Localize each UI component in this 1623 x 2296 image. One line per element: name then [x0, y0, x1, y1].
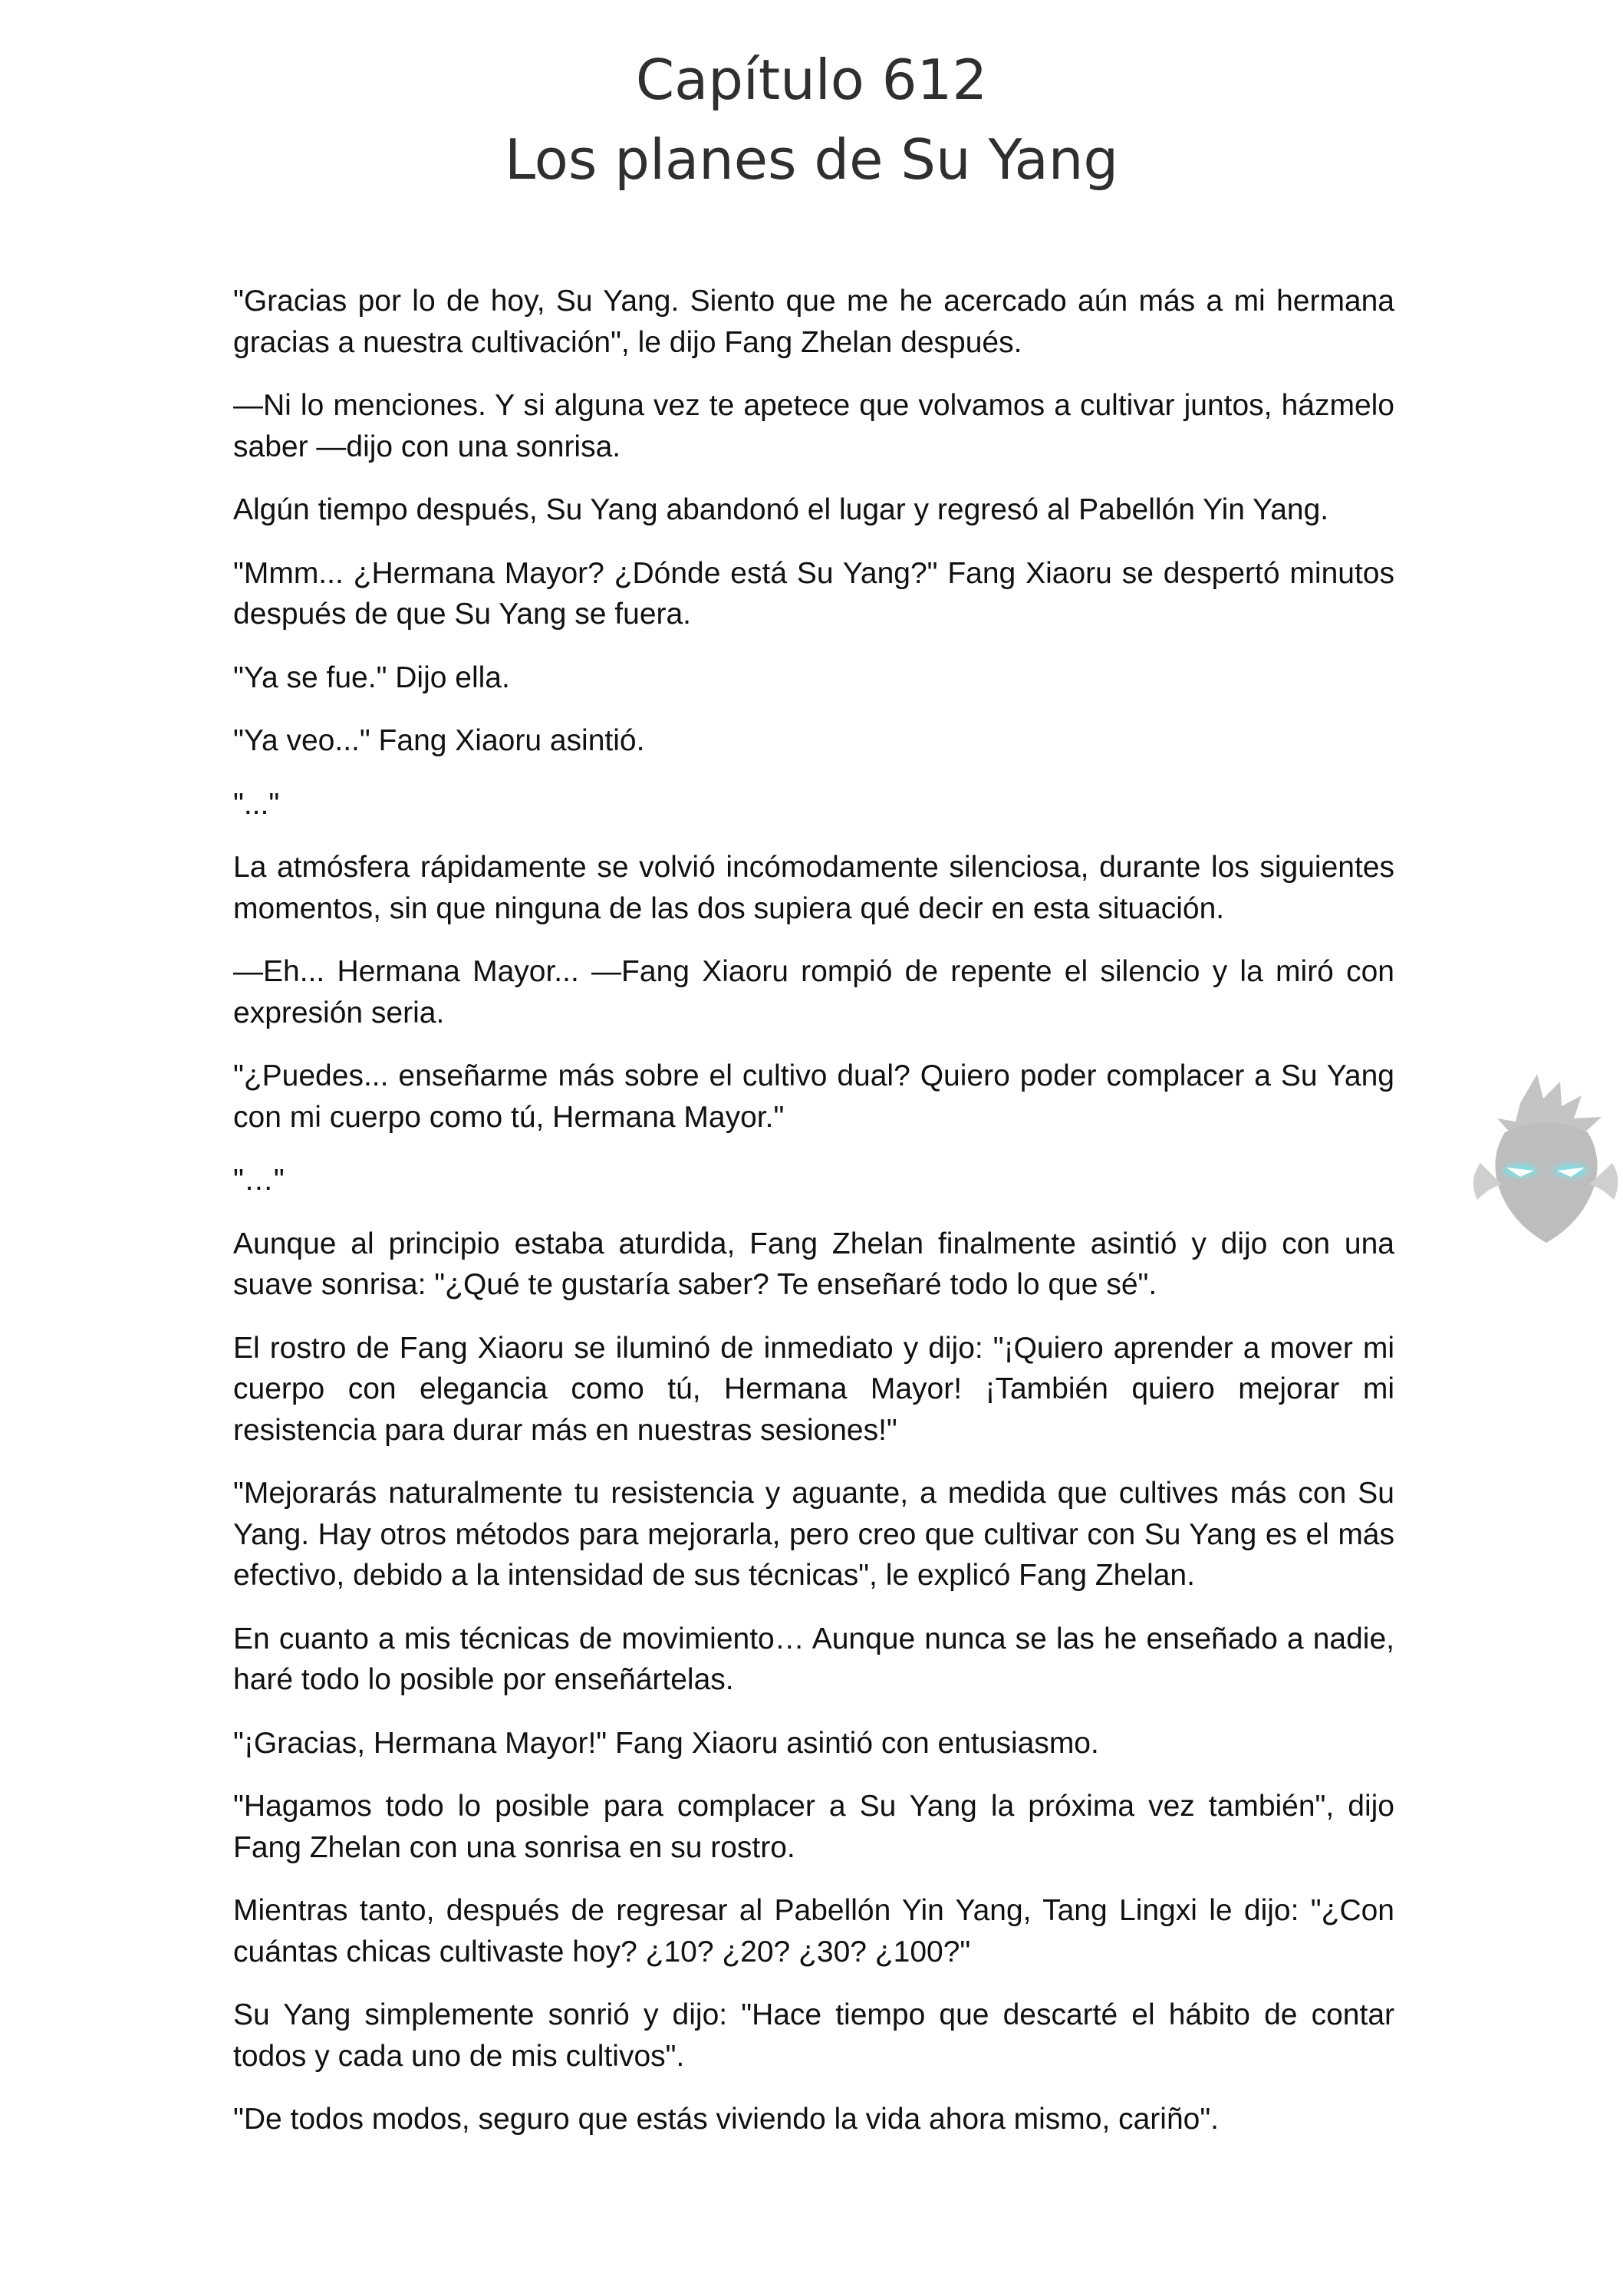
paragraph: "…"	[233, 1164, 285, 1197]
paragraph: Aunque al principio estaba aturdida, Fang Zhelan finalmente asintió y dijo con una suave sonrisa: "¿Qué te gustaría saber? Te enseñaré todo lo que sé".	[233, 1227, 1394, 1301]
paragraph: —Eh... Hermana Mayor... —Fang Xiaoru rompió de repente el silencio y la miró con expresión seria.	[233, 955, 1394, 1029]
chapter-number: Capítulo 612	[635, 48, 988, 112]
chapter-title: Los planes de Su Yang	[504, 127, 1119, 192]
paragraph: El rostro de Fang Xiaoru se iluminó de inmediato y dijo: "¡Quiero aprender a mover mi cuerpo con elegancia como tú, Hermana Mayor! ¡También quiero mejorar mi resistencia para durar más en nuestras sesiones!"	[233, 1331, 1394, 1447]
paragraph: "Mejorarás naturalmente tu resistencia y aguante, a medida que cultives más con Su Yang. Hay otros métodos para mejorarla, pero creo que cultivar con Su Yang es el más efectivo, debido a la intensidad de sus técnicas", le explicó Fang Zhelan.	[233, 1477, 1394, 1592]
paragraph: "Ya se fue." Dijo ella.	[233, 660, 510, 694]
paragraph: "Mmm... ¿Hermana Mayor? ¿Dónde está Su Yang?" Fang Xiaoru se despertó minutos después de que Su Yang se fuera.	[233, 556, 1394, 631]
paragraph: "Ya veo..." Fang Xiaoru asintió.	[233, 724, 645, 757]
paragraph: "¿Puedes... enseñarme más sobre el cultivo dual? Quiero poder complacer a Su Yang con mi cuerpo como tú, Hermana Mayor."	[233, 1059, 1394, 1134]
paragraph: —Ni lo menciones. Y si alguna vez te apetece que volvamos a cultivar juntos, házmelo saber —dijo con una sonrisa.	[233, 389, 1394, 463]
paragraph: En cuanto a mis técnicas de movimiento… Aunque nunca se las he enseñado a nadie, haré todo lo posible por enseñártelas.	[233, 1622, 1394, 1696]
chapter-body	[233, 281, 1394, 2163]
paragraph: "¡Gracias, Hermana Mayor!" Fang Xiaoru asintió con entusiasmo.	[233, 1726, 1099, 1760]
paragraph: "De todos modos, seguro que estás viviendo la vida ahora mismo, cariño".	[233, 2103, 1220, 2136]
chapter-heading	[0, 40, 1623, 199]
paragraph: Mientras tanto, después de regresar al Pabellón Yin Yang, Tang Lingxi le dijo: "¿Con cuántas chicas cultivaste hoy? ¿10? ¿20? ¿30? ¿100?"	[233, 1894, 1394, 1968]
demon-head-icon	[1467, 1072, 1623, 1249]
paragraph: La atmósfera rápidamente se volvió incómodamente silenciosa, durante los siguientes momentos, sin que ninguna de las dos supiera qué decir en esta situación.	[233, 851, 1394, 925]
demon-face	[1496, 1122, 1598, 1243]
paragraph: "..."	[233, 787, 280, 821]
paragraph: Algún tiempo después, Su Yang abandonó el lugar y regresó al Pabellón Yin Yang.	[233, 493, 1329, 526]
paragraph: "Hagamos todo lo posible para complacer a Su Yang la próxima vez también", dijo Fang Zhelan con una sonrisa en su rostro.	[233, 1790, 1394, 1864]
watermark	[1467, 1072, 1623, 1249]
paragraph: "Gracias por lo de hoy, Su Yang. Siento que me he acercado aún más a mi hermana gracias a nuestra cultivación", le dijo Fang Zhelan después.	[233, 285, 1394, 359]
paragraph: Su Yang simplemente sonrió y dijo: "Hace tiempo que descarté el hábito de contar todos y cada uno de mis cultivos".	[233, 1998, 1394, 2073]
